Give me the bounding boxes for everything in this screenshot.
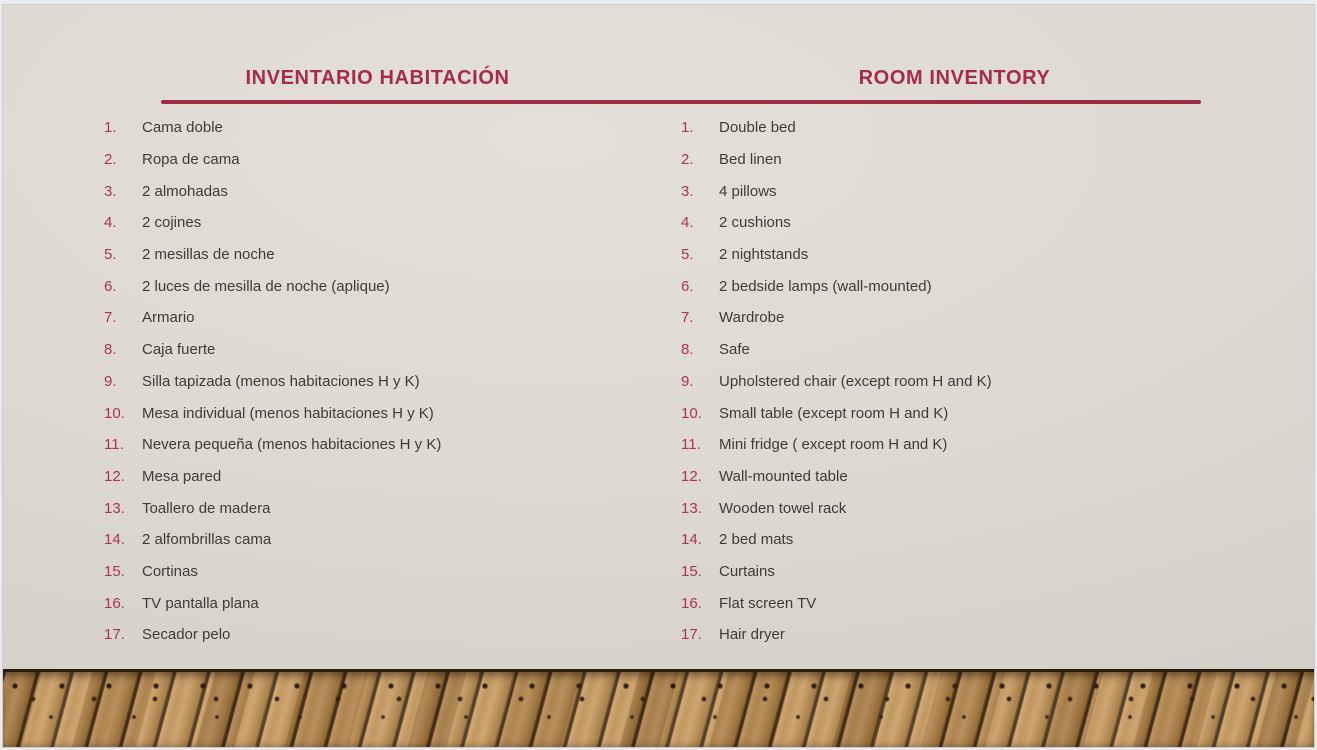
english-inventory-list (681, 112, 1241, 651)
item-number: 1. (104, 119, 117, 137)
item-number: 14. (104, 531, 125, 549)
item-text: Nevera pequeña (menos habitaciones H y K) (142, 436, 442, 454)
item-number: 8. (104, 341, 117, 359)
english-column-title: ROOM INVENTORY (858, 67, 1051, 89)
item-number: 10. (104, 404, 125, 422)
item-text: Bed linen (719, 151, 782, 169)
item-number: 3. (681, 182, 694, 200)
item-text: Cortinas (142, 562, 198, 580)
item-text: TV pantalla plana (142, 594, 259, 612)
item-number: 5. (681, 246, 694, 264)
list-item (681, 429, 1241, 461)
item-text: Curtains (719, 562, 775, 580)
item-text: 2 alfombrillas cama (142, 531, 272, 549)
list-item (104, 397, 664, 429)
list-item (104, 112, 664, 144)
item-text: Ropa de cama (142, 151, 240, 169)
item-text: Flat screen TV (719, 594, 817, 612)
item-text: Safe (719, 341, 750, 359)
item-number: 9. (104, 372, 117, 390)
item-number: 12. (104, 467, 125, 485)
item-number: 7. (681, 309, 694, 327)
list-item (681, 144, 1241, 176)
list-item (104, 270, 664, 302)
item-text: Double bed (719, 119, 796, 137)
list-item (104, 619, 664, 651)
item-text: Upholstered chair (except room H and K) (719, 372, 992, 390)
spanish-inventory-list (104, 112, 664, 651)
list-item (681, 556, 1241, 588)
item-number: 11. (681, 436, 701, 454)
item-text: 2 almohadas (142, 182, 228, 200)
list-item (681, 397, 1241, 429)
item-text: 2 cojines (142, 214, 202, 232)
item-number: 14. (681, 531, 702, 549)
list-item (681, 524, 1241, 556)
list-item (681, 461, 1241, 493)
item-text: 2 nightstands (719, 246, 809, 264)
item-number: 16. (104, 594, 125, 612)
item-text: Wooden towel rack (719, 499, 847, 517)
item-text: Small table (except room H and K) (719, 404, 949, 422)
list-item (104, 144, 664, 176)
list-item (104, 207, 664, 239)
item-number: 15. (104, 562, 125, 580)
item-number: 7. (104, 309, 117, 327)
item-text: Caja fuerte (142, 341, 216, 359)
list-item (104, 334, 664, 366)
item-number: 6. (104, 277, 117, 295)
item-text: Armario (142, 309, 195, 327)
item-text: Cama doble (142, 119, 223, 137)
list-item (681, 207, 1241, 239)
item-text: Silla tapizada (menos habitaciones H y K) (142, 372, 420, 390)
item-text: 2 mesillas de noche (142, 246, 275, 264)
list-item (104, 587, 664, 619)
item-text: 2 luces de mesilla de noche (aplique) (142, 277, 390, 295)
item-number: 13. (104, 499, 125, 517)
item-number: 9. (681, 372, 694, 390)
item-text: 2 bed mats (719, 531, 794, 549)
list-item (681, 619, 1241, 651)
item-text: 2 cushions (719, 214, 791, 232)
item-number: 6. (681, 277, 694, 295)
list-item (104, 239, 664, 271)
item-number: 2. (104, 151, 117, 169)
item-number: 13. (681, 499, 702, 517)
item-number: 4. (681, 214, 694, 232)
list-item (681, 587, 1241, 619)
list-item (104, 556, 664, 588)
item-number: 16. (681, 594, 702, 612)
list-item (104, 461, 664, 493)
item-text: Wall-mounted table (719, 467, 848, 485)
item-text: 4 pillows (719, 182, 777, 200)
slide-canvas (2, 4, 1315, 748)
spanish-column-title: INVENTARIO HABITACIÓN (245, 67, 510, 89)
list-item (104, 366, 664, 398)
item-text: Mini fridge ( except room H and K) (719, 436, 948, 454)
item-number: 4. (104, 214, 117, 232)
list-item (104, 524, 664, 556)
title-divider-rule (161, 100, 1201, 104)
list-item (681, 366, 1241, 398)
item-text: Hair dryer (719, 626, 785, 644)
item-number: 11. (104, 436, 124, 454)
item-text: Wardrobe (719, 309, 785, 327)
item-text: 2 bedside lamps (wall-mounted) (719, 277, 932, 295)
item-number: 17. (681, 626, 702, 644)
list-item (104, 429, 664, 461)
item-number: 17. (104, 626, 125, 644)
list-item (681, 239, 1241, 271)
list-item (681, 112, 1241, 144)
item-number: 8. (681, 341, 694, 359)
list-item (104, 302, 664, 334)
list-item (681, 302, 1241, 334)
item-number: 1. (681, 119, 694, 137)
item-number: 15. (681, 562, 702, 580)
list-item (104, 175, 664, 207)
list-item (681, 175, 1241, 207)
item-number: 10. (681, 404, 702, 422)
item-number: 2. (681, 151, 694, 169)
item-text: Toallero de madera (142, 499, 271, 517)
wood-floor-image (3, 669, 1314, 748)
list-item (681, 334, 1241, 366)
list-item (681, 492, 1241, 524)
list-item (681, 270, 1241, 302)
item-number: 3. (104, 182, 117, 200)
item-text: Secador pelo (142, 626, 231, 644)
item-number: 12. (681, 467, 702, 485)
item-text: Mesa individual (menos habitaciones H y K) (142, 404, 434, 422)
item-text: Mesa pared (142, 467, 222, 485)
list-item (104, 492, 664, 524)
item-number: 5. (104, 246, 117, 264)
